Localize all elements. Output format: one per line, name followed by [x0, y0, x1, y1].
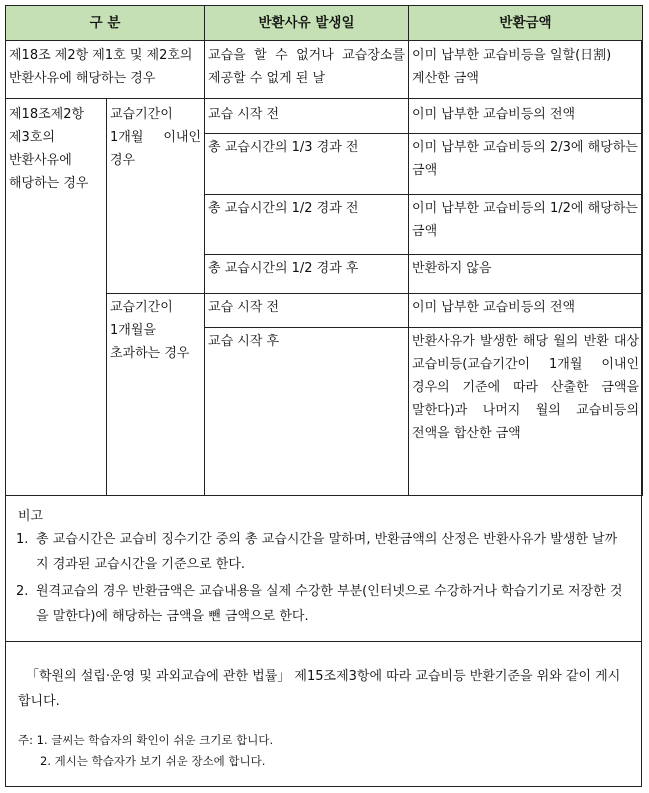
sub1-row4-amount: 반환하지 않음 [409, 255, 643, 294]
list-item [16, 579, 626, 629]
sub1-row1-occurrence: 교습 시작 전 [205, 99, 409, 134]
posting-statement: 「학원의 설립·운영 및 과외교습에 관한 법률」 제15조제3항에 따라 교습비등 반환기준을 위와 같이 게시합니다. [18, 669, 621, 709]
header-refund-amount: 반환금액 [409, 6, 643, 41]
sub1-row4-occurrence: 총 교습시간의 1/2 경과 후 [205, 255, 409, 294]
row1-occurrence: 교습을 할 수 없거나 교습장소를 제공할 수 없게 된 날 [205, 41, 409, 99]
remarks-list [16, 527, 626, 631]
footnote-label: 주: [18, 733, 33, 747]
footnote-row [18, 730, 273, 751]
remarks-section [6, 499, 641, 642]
remark-text: 총 교습시간은 교습비 징수기간 중의 총 교습시간을 말하며, 반환금액의 산정은 반환사유가 발생한 날까지 경과된 교습시간을 기준으로 한다. [36, 532, 618, 572]
sub1-period: 교습기간이 1개월 이내인 경우 [107, 99, 205, 294]
sub2-row1-occurrence: 교습 시작 전 [205, 294, 409, 328]
sub2-row2-amount: 반환사유가 발생한 해당 월의 반환 대상 교습비등(교습기간이 1개월 이내인 경우의 기준에 따라 산출한 금액을 말한다)과 나머지 월의 교습비등의 전액을 합산한 금액 [409, 328, 643, 496]
table-row [6, 99, 643, 134]
sub1-row3-occurrence: 총 교습시간의 1/2 경과 전 [205, 195, 409, 255]
sub1-row2-occurrence: 총 교습시간의 1/3 경과 전 [205, 134, 409, 195]
sub1-row3-amount: 이미 납부한 교습비등의 1/2에 해당하는 금액 [409, 195, 643, 255]
header-occurrence-date: 반환사유 발생일 [205, 6, 409, 41]
group2-category: 제18조제2항 제3호의 반환사유에 해당하는 경우 [6, 99, 107, 496]
list-item [16, 527, 626, 577]
table-header-row [6, 6, 643, 41]
footnote-item: 1. 글씨는 학습자의 확인이 쉬운 크기로 합니다. [36, 733, 274, 747]
remarks-title: 비고 [18, 509, 44, 524]
sub1-row1-amount: 이미 납부한 교습비등의 전액 [409, 99, 643, 134]
refund-notice-document [5, 5, 642, 787]
remark-text: 원격교습의 경우 반환금액은 교습내용을 실제 수강한 부분(인터넷으로 수강하거나 학습기기로 저장한 것을 말한다)에 해당하는 금액을 뺀 금액으로 한다. [36, 584, 623, 624]
remark-number: 2. [16, 584, 29, 599]
header-category: 구 분 [6, 6, 205, 41]
footnote [18, 730, 273, 772]
sub2-row2-occurrence: 교습 시작 후 [205, 328, 409, 496]
sub2-period: 교습기간이 1개월을 초과하는 경우 [107, 294, 205, 496]
row1-amount: 이미 납부한 교습비등을 일할(日割) 계산한 금액 [409, 41, 643, 99]
footnote-row [18, 751, 273, 772]
row1-category: 제18조 제2항 제1호 및 제2호의 반환사유에 해당하는 경우 [6, 41, 205, 99]
sub1-row2-amount: 이미 납부한 교습비등의 2/3에 해당하는 금액 [409, 134, 643, 195]
footnote-item: 2. 게시는 학습자가 보기 쉬운 장소에 합니다. [40, 754, 266, 768]
refund-table [5, 5, 643, 496]
sub2-row1-amount: 이미 납부한 교습비등의 전액 [409, 294, 643, 328]
remark-number: 1. [16, 532, 29, 547]
table-row [6, 41, 643, 99]
